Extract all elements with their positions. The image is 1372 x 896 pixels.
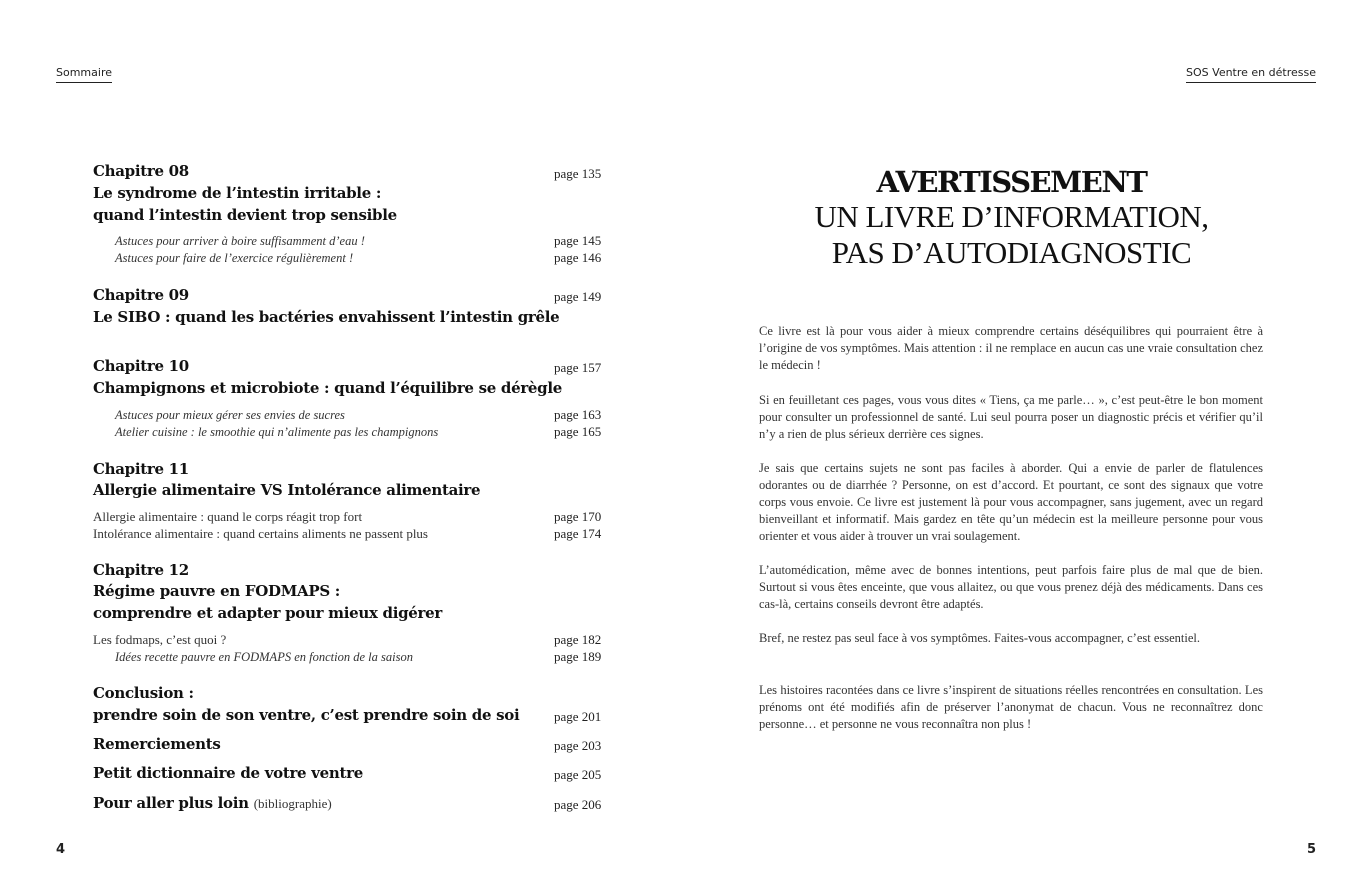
chapter-10-sub-2: Atelier cuisine : le smoothie qui n’alimente pas les champignons <box>115 425 439 439</box>
chapter-12-sub-2-page: page 189 <box>554 649 602 664</box>
chapter-10-label: Chapitre 10 <box>93 357 189 375</box>
running-header-left: Sommaire <box>56 66 112 83</box>
avertissement-subtitle-line2: PAS D’AUTODIAGNOSTIC <box>831 235 1192 270</box>
conclusion-title: prendre soin de son ventre, c’est prendre soin de soi <box>93 706 520 724</box>
chapter-12-title-line2: comprendre et adapter pour mieux digérer <box>93 604 442 622</box>
avertissement-title: AVERTISSEMENT <box>876 165 1147 199</box>
chapter-10-sub-1: Astuces pour mieux gérer ses envies de sucres <box>115 408 345 422</box>
chapter-11-label: Chapitre 11 <box>93 460 189 478</box>
chapter-12-sub-1: Les fodmaps, c’est quoi ? <box>93 632 227 647</box>
pour-aller-note: (bibliographie) <box>253 796 332 811</box>
page-number-left: 4 <box>56 842 66 857</box>
chapter-12-title-line1: Régime pauvre en FODMAPS : <box>93 582 341 600</box>
running-header-right: SOS Ventre en détresse <box>1186 66 1316 83</box>
chapter-11-title: Allergie alimentaire VS Intolérance alimentaire <box>93 481 481 499</box>
chapter-09-page: page 149 <box>554 289 602 304</box>
avertissement-paragraph-6: Les histoires racontées dans ce livre s’inspirent de situations réelles rencontrées en consultation. Les prénoms ont été modifiés afin de préserver l’anonymat de chacun. Vous ne reconnaîtrez donc personne… et personne ne vous reconnaîtra non plus ! <box>759 683 1263 731</box>
chapter-12-label: Chapitre 12 <box>93 561 189 579</box>
chapter-10-title: Champignons et microbiote : quand l’équilibre se dérègle <box>93 379 563 397</box>
remerciements-page: page 203 <box>554 738 602 753</box>
dictionnaire-page: page 205 <box>554 767 602 782</box>
avertissement-paragraph-1: Ce livre est là pour vous aider à mieux comprendre certains déséquilibres qui pourraient être à l’origine de vos symptômes. Mais attention : il ne remplace en aucun cas une vraie consultation chez le médecin ! <box>759 324 1263 372</box>
avertissement-heading <box>760 165 1263 271</box>
avertissement-paragraph-2: Si en feuilletant ces pages, vous vous dites « Tiens, ça me parle… », c’est peut-être le bon moment pour consulter un professionnel de santé. Lui seul pourra poser un diagnostic précis et vérifier qu’il n’y a rien de plus sérieux derrière ces signes. <box>759 393 1263 441</box>
chapter-10-sub-2-page: page 165 <box>554 424 602 439</box>
chapter-08-label: Chapitre 08 <box>93 162 189 180</box>
page-number-right: 5 <box>1306 842 1316 857</box>
chapter-08-title-line1: Le syndrome de l’intestin irritable : <box>93 184 382 202</box>
chapter-08-sub-2: Astuces pour faire de l’exercice régulièrement ! <box>115 251 354 265</box>
chapter-08-sub-1-page: page 145 <box>554 233 602 248</box>
chapter-11-sub-1-page: page 170 <box>554 509 602 524</box>
conclusion-page: page 201 <box>554 709 602 724</box>
avertissement-paragraph-4: L’automédication, même avec de bonnes intentions, peut parfois faire plus de mal que de bien. Surtout si vous êtes enceinte, que vous allaitez, ou que vous prenez déjà des médicaments. Dans ces cas-là, certains conseils devront être adaptés. <box>759 563 1263 611</box>
chapter-08-sub-2-page: page 146 <box>554 250 602 265</box>
chapter-10-sub-1-page: page 163 <box>554 407 602 422</box>
chapter-11-sub-2-page: page 174 <box>554 526 602 541</box>
pour-aller-page: page 206 <box>554 797 602 812</box>
avertissement-paragraph-5: Bref, ne restez pas seul face à vos symptômes. Faites-vous accompagner, c’est essentiel. <box>759 631 1201 645</box>
chapter-08-page: page 135 <box>554 166 602 181</box>
chapter-11-sub-1: Allergie alimentaire : quand le corps réagit trop fort <box>93 509 363 524</box>
pour-aller-label: Pour aller plus loin <box>93 794 249 812</box>
conclusion-label: Conclusion : <box>93 684 194 702</box>
chapter-12-sub-1-page: page 182 <box>554 632 602 647</box>
chapter-11-sub-2: Intolérance alimentaire : quand certains aliments ne passent plus <box>93 526 428 541</box>
chapter-10-page: page 157 <box>554 360 602 375</box>
avertissement-paragraph-3: Je sais que certains sujets ne sont pas faciles à aborder. Qui a envie de parler de flatulences odorantes ou de diarrhée ? Personne, on est d’accord. Et pourtant, ce sont des signaux que votre corps vous envoie. Ce livre est justement là pour vous accompagner, sans jugement, avec un regard bienveillant et informatif. Mais gardez en tête qu’un médecin est la meilleure personne pour vous orienter et vous aider à trouver un vrai soulagement. <box>759 461 1263 543</box>
chapter-09-title: Le SIBO : quand les bactéries envahissent l’intestin grêle <box>93 308 560 326</box>
pour-aller-plus-loin <box>93 794 332 812</box>
chapter-09-label: Chapitre 09 <box>93 286 189 304</box>
chapter-12-sub-2: Idées recette pauvre en FODMAPS en fonction de la saison <box>115 650 413 664</box>
dictionnaire-label: Petit dictionnaire de votre ventre <box>93 764 363 782</box>
remerciements-label: Remerciements <box>93 735 221 753</box>
avertissement-subtitle-line1: UN LIVRE D’INFORMATION, <box>814 199 1209 234</box>
chapter-08-title-line2: quand l’intestin devient trop sensible <box>93 206 397 224</box>
chapter-08-sub-1: Astuces pour arriver à boire suffisamment d’eau ! <box>115 234 365 248</box>
